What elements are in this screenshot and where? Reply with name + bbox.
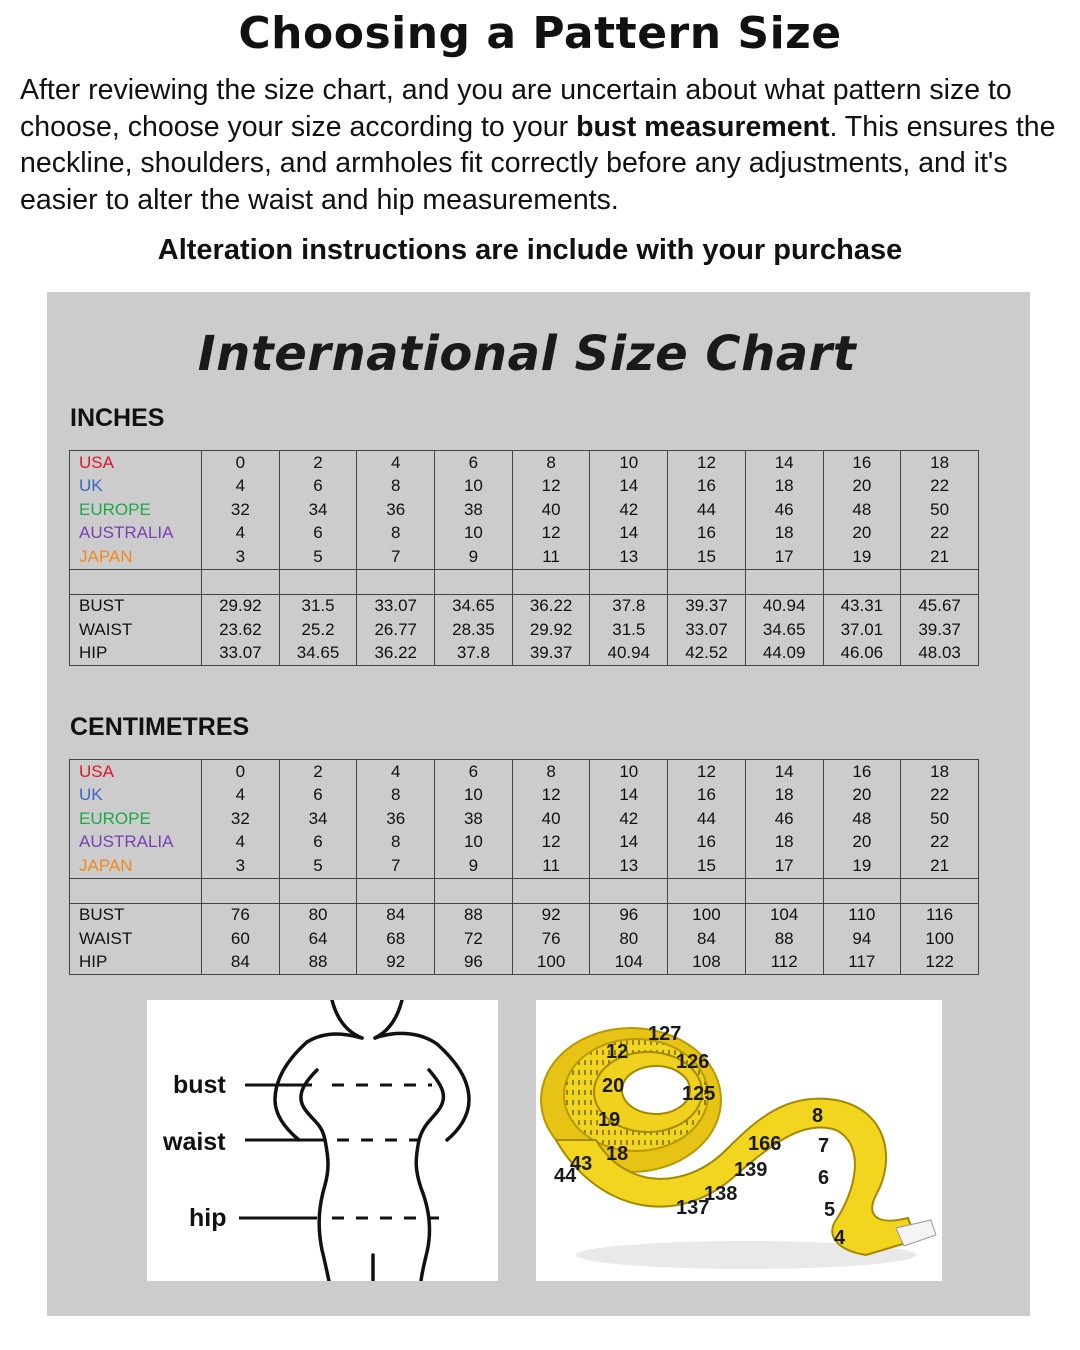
measurement-cell: 64	[279, 927, 357, 951]
empty-cell	[823, 878, 901, 903]
measurement-cell: 28.35	[435, 618, 513, 642]
size-cell: 20	[823, 475, 901, 499]
tape-number: 43	[570, 1153, 593, 1175]
measurement-cell: 60	[202, 927, 280, 951]
measurement-cell: 108	[668, 951, 746, 975]
empty-cell	[901, 569, 979, 594]
size-cell: 4	[202, 475, 280, 499]
page-title: Choosing a Pattern Size	[238, 8, 842, 59]
measurement-cell: 39.37	[901, 618, 979, 642]
measurement-cell: 36.22	[357, 642, 435, 666]
size-cell: 38	[435, 498, 513, 522]
size-cell: 14	[590, 475, 668, 499]
measurement-cell: 48.03	[901, 642, 979, 666]
size-cell: 20	[823, 831, 901, 855]
empty-cell	[668, 878, 746, 903]
tape-number: 19	[598, 1109, 621, 1131]
centimetres-table	[69, 759, 979, 975]
empty-cell	[590, 878, 668, 903]
tape-number: 7	[818, 1135, 830, 1157]
tape-number: 20	[602, 1075, 625, 1097]
empty-cell	[901, 878, 979, 903]
size-cell: 14	[590, 522, 668, 546]
measurement-cell: 68	[357, 927, 435, 951]
region-label: USA	[70, 451, 202, 475]
tape-number: 44	[554, 1165, 577, 1187]
size-cell: 10	[435, 475, 513, 499]
size-cell: 6	[435, 451, 513, 475]
tape-number: 166	[748, 1133, 782, 1155]
size-cell: 3	[202, 854, 280, 878]
measurement-cell: 29.92	[512, 618, 590, 642]
measurement-cell: 76	[512, 927, 590, 951]
tape-number: 138	[704, 1183, 738, 1205]
size-row-japan	[70, 854, 979, 878]
size-cell: 18	[901, 760, 979, 784]
size-cell: 34	[279, 807, 357, 831]
measurement-cell: 122	[901, 951, 979, 975]
empty-cell	[745, 878, 823, 903]
measurement-cell: 100	[512, 951, 590, 975]
size-cell: 12	[512, 831, 590, 855]
size-cell: 13	[590, 854, 668, 878]
inches-table	[69, 450, 979, 666]
size-cell: 19	[823, 854, 901, 878]
measurement-cell: 80	[590, 927, 668, 951]
size-cell: 48	[823, 498, 901, 522]
size-cell: 12	[512, 784, 590, 808]
measurement-cell: 104	[745, 903, 823, 927]
centimetres-label: CENTIMETRES	[70, 713, 250, 741]
measurement-cell: 92	[357, 951, 435, 975]
measurement-row-hip	[70, 951, 979, 975]
size-cell: 8	[357, 831, 435, 855]
size-cell: 6	[279, 522, 357, 546]
size-cell: 19	[823, 545, 901, 569]
size-cell: 3	[202, 545, 280, 569]
size-cell: 20	[823, 522, 901, 546]
size-cell: 17	[745, 854, 823, 878]
size-cell: 46	[745, 807, 823, 831]
intro-bold-text: bust measurement	[576, 110, 830, 143]
measurement-cell: 33.07	[668, 618, 746, 642]
measurement-cell: 45.67	[901, 594, 979, 618]
bust-label: bust	[173, 1071, 226, 1099]
size-cell: 6	[279, 831, 357, 855]
measurement-cell: 72	[435, 927, 513, 951]
size-cell: 10	[435, 784, 513, 808]
size-cell: 2	[279, 451, 357, 475]
size-cell: 7	[357, 545, 435, 569]
size-cell: 4	[357, 451, 435, 475]
tape-number: 127	[648, 1023, 682, 1045]
tape-number: 126	[676, 1051, 710, 1073]
measurement-row-waist	[70, 927, 979, 951]
size-row-uk	[70, 784, 979, 808]
measurement-cell: 84	[357, 903, 435, 927]
measurement-label: WAIST	[70, 618, 202, 642]
size-cell: 36	[357, 807, 435, 831]
size-cell: 22	[901, 522, 979, 546]
measurement-cell: 39.37	[668, 594, 746, 618]
measurement-cell: 37.8	[435, 642, 513, 666]
size-cell: 15	[668, 545, 746, 569]
size-cell: 12	[512, 475, 590, 499]
size-chart-title: International Size Chart	[197, 326, 857, 382]
empty-cell	[279, 878, 357, 903]
size-cell: 48	[823, 807, 901, 831]
size-cell: 7	[357, 854, 435, 878]
size-cell: 38	[435, 807, 513, 831]
size-cell: 40	[512, 498, 590, 522]
size-cell: 50	[901, 498, 979, 522]
size-row-usa	[70, 451, 979, 475]
size-cell: 14	[590, 784, 668, 808]
size-cell: 13	[590, 545, 668, 569]
tape-number: 18	[606, 1143, 629, 1165]
region-label: EUROPE	[70, 498, 202, 522]
measurement-cell: 37.01	[823, 618, 901, 642]
measurement-cell: 43.31	[823, 594, 901, 618]
size-cell: 32	[202, 498, 280, 522]
size-cell: 18	[745, 522, 823, 546]
region-label: JAPAN	[70, 854, 202, 878]
measurement-cell: 40.94	[590, 642, 668, 666]
size-cell: 32	[202, 807, 280, 831]
size-cell: 14	[745, 760, 823, 784]
region-label: UK	[70, 784, 202, 808]
size-row-japan	[70, 545, 979, 569]
measurement-cell: 25.2	[279, 618, 357, 642]
size-cell: 16	[823, 760, 901, 784]
measurement-cell: 110	[823, 903, 901, 927]
tape-number: 5	[824, 1199, 836, 1221]
size-cell: 22	[901, 475, 979, 499]
size-cell: 18	[745, 831, 823, 855]
body-measurement-diagram	[147, 1000, 498, 1281]
measurement-cell: 84	[668, 927, 746, 951]
measurement-cell: 112	[745, 951, 823, 975]
measurement-cell: 37.8	[590, 594, 668, 618]
intro-text-1: After reviewing the size chart, and you are uncertain about what pattern size to choose, choose your size according to your	[20, 74, 1012, 143]
tape-number: 125	[682, 1083, 716, 1105]
size-cell: 14	[745, 451, 823, 475]
size-cell: 44	[668, 807, 746, 831]
measurement-cell: 96	[590, 903, 668, 927]
measurement-label: HIP	[70, 642, 202, 666]
size-cell: 8	[357, 522, 435, 546]
measurement-cell: 92	[512, 903, 590, 927]
measurement-row-bust	[70, 903, 979, 927]
size-cell: 16	[668, 831, 746, 855]
empty-cell	[202, 878, 280, 903]
size-cell: 46	[745, 498, 823, 522]
measuring-tape-photo	[536, 1000, 942, 1281]
size-row-usa	[70, 760, 979, 784]
measurement-cell: 117	[823, 951, 901, 975]
measurement-row-waist	[70, 618, 979, 642]
size-row-uk	[70, 475, 979, 499]
size-cell: 11	[512, 545, 590, 569]
region-label: AUSTRALIA	[70, 831, 202, 855]
size-cell: 10	[435, 522, 513, 546]
spacer-row	[70, 569, 979, 594]
intro-paragraph	[20, 72, 1065, 218]
measurement-cell: 44.09	[745, 642, 823, 666]
size-cell: 0	[202, 760, 280, 784]
measurement-cell: 88	[435, 903, 513, 927]
size-cell: 8	[512, 451, 590, 475]
measurement-cell: 31.5	[279, 594, 357, 618]
measuring-tape-illustration	[536, 1000, 942, 1281]
measurement-cell: 46.06	[823, 642, 901, 666]
measurement-cell: 23.62	[202, 618, 280, 642]
size-cell: 42	[590, 807, 668, 831]
size-cell: 42	[590, 498, 668, 522]
size-cell: 11	[512, 854, 590, 878]
size-row-europe	[70, 807, 979, 831]
empty-cell	[279, 569, 357, 594]
empty-cell	[512, 569, 590, 594]
measurement-cell: 39.37	[512, 642, 590, 666]
measurement-cell: 33.07	[357, 594, 435, 618]
body-outline-figure	[147, 1000, 498, 1281]
empty-cell	[70, 878, 202, 903]
empty-cell	[70, 569, 202, 594]
size-cell: 5	[279, 854, 357, 878]
measurement-cell: 31.5	[590, 618, 668, 642]
empty-cell	[745, 569, 823, 594]
size-cell: 18	[901, 451, 979, 475]
size-row-europe	[70, 498, 979, 522]
size-cell: 34	[279, 498, 357, 522]
measurement-cell: 84	[202, 951, 280, 975]
size-cell: 4	[202, 831, 280, 855]
measurement-cell: 34.65	[745, 618, 823, 642]
measurement-cell: 100	[901, 927, 979, 951]
size-cell: 0	[202, 451, 280, 475]
measurement-cell: 94	[823, 927, 901, 951]
size-row-australia	[70, 522, 979, 546]
measurement-cell: 88	[745, 927, 823, 951]
measurement-cell: 76	[202, 903, 280, 927]
size-cell: 9	[435, 545, 513, 569]
size-cell: 6	[279, 784, 357, 808]
size-cell: 8	[357, 784, 435, 808]
size-cell: 21	[901, 854, 979, 878]
measurement-cell: 104	[590, 951, 668, 975]
size-cell: 10	[435, 831, 513, 855]
size-cell: 16	[668, 784, 746, 808]
size-cell: 12	[512, 522, 590, 546]
size-cell: 21	[901, 545, 979, 569]
tape-number: 8	[812, 1105, 824, 1127]
size-cell: 2	[279, 760, 357, 784]
empty-cell	[590, 569, 668, 594]
size-cell: 4	[202, 522, 280, 546]
size-cell: 44	[668, 498, 746, 522]
measurement-cell: 36.22	[512, 594, 590, 618]
size-cell: 8	[357, 475, 435, 499]
measurement-label: WAIST	[70, 927, 202, 951]
size-cell: 9	[435, 854, 513, 878]
empty-cell	[202, 569, 280, 594]
measurement-row-hip	[70, 642, 979, 666]
region-label: USA	[70, 760, 202, 784]
tape-number: 4	[834, 1227, 846, 1249]
alteration-note: Alteration instructions are include with your purchase	[157, 234, 903, 266]
size-cell: 6	[435, 760, 513, 784]
empty-cell	[823, 569, 901, 594]
spacer-row	[70, 878, 979, 903]
measurement-cell: 42.52	[668, 642, 746, 666]
measurement-cell: 26.77	[357, 618, 435, 642]
size-cell: 16	[668, 522, 746, 546]
measurement-cell: 29.92	[202, 594, 280, 618]
measurement-cell: 34.65	[279, 642, 357, 666]
size-cell: 22	[901, 784, 979, 808]
empty-cell	[668, 569, 746, 594]
size-cell: 40	[512, 807, 590, 831]
empty-cell	[435, 878, 513, 903]
size-cell: 8	[512, 760, 590, 784]
tape-number: 137	[676, 1197, 710, 1219]
measurement-cell: 100	[668, 903, 746, 927]
measurement-row-bust	[70, 594, 979, 618]
size-row-australia	[70, 831, 979, 855]
size-cell: 36	[357, 498, 435, 522]
region-label: AUSTRALIA	[70, 522, 202, 546]
size-cell: 12	[668, 451, 746, 475]
tape-number: 139	[734, 1159, 768, 1181]
inches-label: INCHES	[70, 404, 165, 432]
size-cell: 14	[590, 831, 668, 855]
size-cell: 12	[668, 760, 746, 784]
measurement-cell: 33.07	[202, 642, 280, 666]
region-label: JAPAN	[70, 545, 202, 569]
size-cell: 18	[745, 475, 823, 499]
size-cell: 22	[901, 831, 979, 855]
empty-cell	[512, 878, 590, 903]
measurement-cell: 88	[279, 951, 357, 975]
hip-label: hip	[189, 1204, 227, 1232]
empty-cell	[357, 878, 435, 903]
size-cell: 16	[823, 451, 901, 475]
measurement-label: BUST	[70, 903, 202, 927]
region-label: UK	[70, 475, 202, 499]
waist-label: waist	[163, 1128, 226, 1156]
size-cell: 20	[823, 784, 901, 808]
tape-number: 6	[818, 1167, 830, 1189]
size-cell: 10	[590, 760, 668, 784]
measurement-cell: 96	[435, 951, 513, 975]
size-cell: 5	[279, 545, 357, 569]
measurement-label: BUST	[70, 594, 202, 618]
size-cell: 4	[202, 784, 280, 808]
size-cell: 50	[901, 807, 979, 831]
tape-number: 12	[606, 1041, 629, 1063]
size-cell: 6	[279, 475, 357, 499]
size-cell: 17	[745, 545, 823, 569]
measurement-cell: 34.65	[435, 594, 513, 618]
region-label: EUROPE	[70, 807, 202, 831]
empty-cell	[435, 569, 513, 594]
measurement-label: HIP	[70, 951, 202, 975]
measurement-cell: 80	[279, 903, 357, 927]
measurement-cell: 40.94	[745, 594, 823, 618]
intro-text-2: . This ensures the neckline, shoulders, and armholes fit correctly before any adjustments, and it's easier to alter the waist and hip measurements.	[20, 110, 1056, 216]
size-cell: 16	[668, 475, 746, 499]
measurement-cell: 116	[901, 903, 979, 927]
size-cell: 4	[357, 760, 435, 784]
size-cell: 10	[590, 451, 668, 475]
empty-cell	[357, 569, 435, 594]
size-cell: 15	[668, 854, 746, 878]
size-cell: 18	[745, 784, 823, 808]
